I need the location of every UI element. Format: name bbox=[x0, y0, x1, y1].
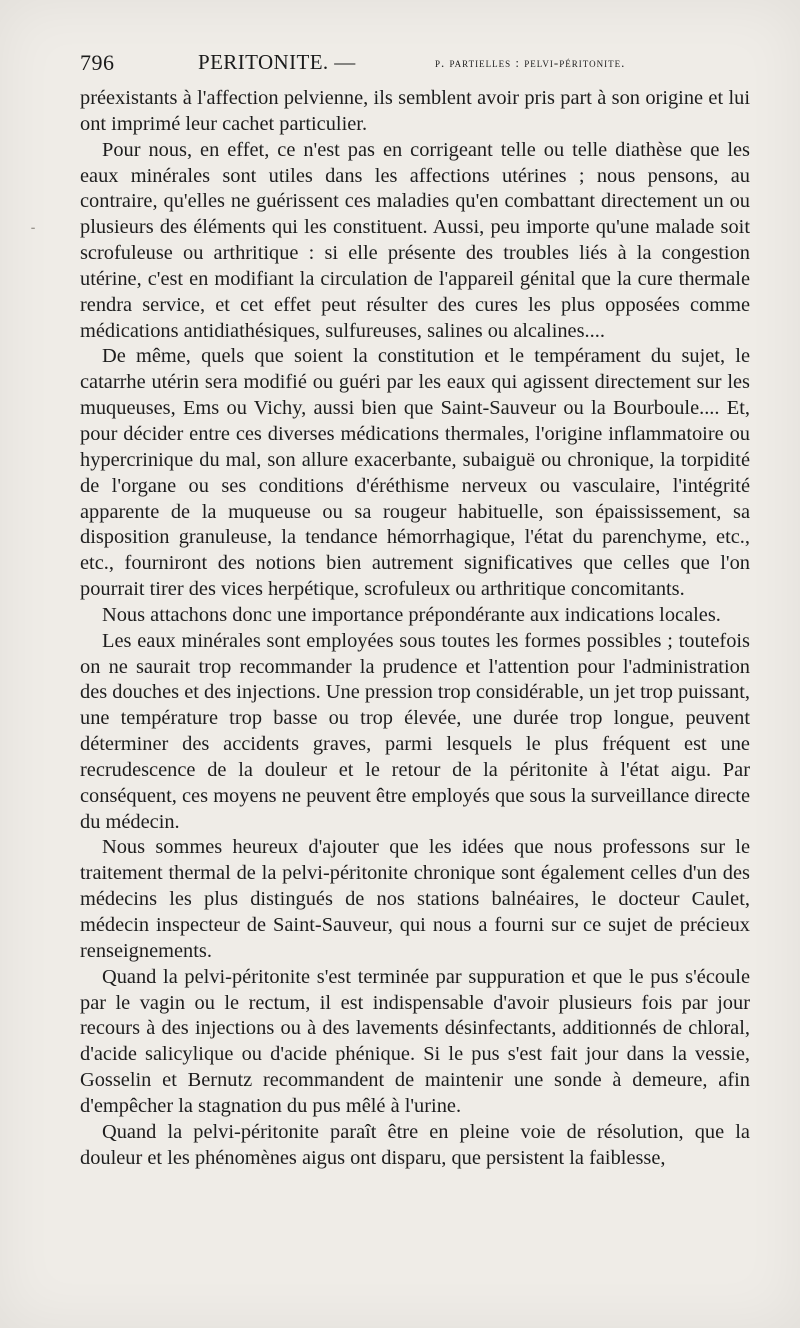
paragraph-2: Pour nous, en effet, ce n'est pas en corrigeant telle ou telle diathèse que les eaux minérales sont utiles dans les affections utérines ; nous pensons, au contraire, qu'elles ne guérissent ces maladies qu'en combattant directement un ou plusieurs des éléments qui les constituent. Aussi, peu importe qu'une malade soit scrofuleuse ou arthritique : si elle présente des troubles liés à la congestion utérine, c'est en modifiant la circulation de l'appareil génital que la cure thermale rendra service, et cet effet peut résulter des cures les plus opposées comme médications antidiathésiques, sulfureuses, salines ou alcalines.... bbox=[80, 138, 750, 342]
running-head bbox=[80, 50, 750, 80]
body-text bbox=[80, 86, 750, 1171]
running-title: PERITONITE. — bbox=[198, 50, 356, 74]
page-number: 796 bbox=[80, 50, 115, 75]
paragraph-8: Quand la pelvi-péritonite paraît être en pleine voie de résolution, que la douleur et les phénomènes aigus ont disparu, que persistent la faiblesse, bbox=[80, 1120, 750, 1169]
running-subtitle: p. partielles : pelvi-péritonite. bbox=[435, 55, 626, 70]
paragraph-3: De même, quels que soient la constitution et le tempérament du sujet, le catarrhe utérin sera modifié ou guéri par les eaux qui agissent directement sur les muqueuses, Ems ou Vichy, aussi bien que Saint-Sauveur ou la Bourboule.... Et, pour décider entre ces diverses médications thermales, l'origine inflammatoire ou hypercrinique du mal, son allure exacerbante, subaiguë ou chronique, la torpidité de l'organe ou ses conditions d'éréthisme nerveux ou vasculaire, l'intégrité apparente de la muqueuse ou sa rougeur habituelle, son épaississement, sa disposition granuleuse, la tendance hémorrhagique, l'état du parenchyme, etc., etc., fourniront des notions bien autrement significatives que celles que l'on pourrait tirer des vices herpétique, scrofuleux ou arthritique concomitants. bbox=[80, 345, 750, 601]
paragraph-5: Les eaux minérales sont employées sous toutes les formes possibles ; toutefois on ne saurait trop recommander la prudence et l'attention pour l'administration des douches et des injections. Une pression trop considérable, un jet trop puissant, une température trop basse ou trop élevée, une durée trop longue, peuvent déterminer des accidents graves, parmi lesquels le plus fréquent est une recrudescence de la douleur et le retour de la péritonite à l'état aigu. Par conséquent, ces moyens ne peuvent être employés que sous la surveillance directe du médecin. bbox=[80, 629, 750, 833]
margin-mark: ⁃ bbox=[30, 222, 36, 236]
paragraph-1: préexistants à l'affection pelvienne, ils semblent avoir pris part à son origine et lui ont imprimé leur cachet particulier. bbox=[80, 87, 750, 135]
paragraph-7: Quand la pelvi-péritonite s'est terminée par suppuration et que le pus s'écoule par le vagin ou le rectum, il est indispensable d'avoir plusieurs fois par jour recours à des injections ou à des lavements désinfectants, additionnés de chloral, d'acide salicylique ou d'acide phénique. Si le pus s'est fait jour dans la vessie, Gosselin et Bernutz recommandent de maintenir une sonde à demeure, afin d'empêcher la stagnation du pus mêlé à l'urine. bbox=[80, 965, 750, 1117]
paragraph-6: Nous sommes heureux d'ajouter que les idées que nous professons sur le traitement thermal de la pelvi-péritonite chronique sont également celles d'un des médecins les plus distingués de nos stations balnéaires, le docteur Caulet, médecin inspecteur de Saint-Sauveur, qui nous a fourni sur ce sujet de précieux renseignements. bbox=[80, 836, 750, 962]
paragraph-4: Nous attachons donc une importance prépondérante aux indications locales. bbox=[102, 603, 721, 626]
